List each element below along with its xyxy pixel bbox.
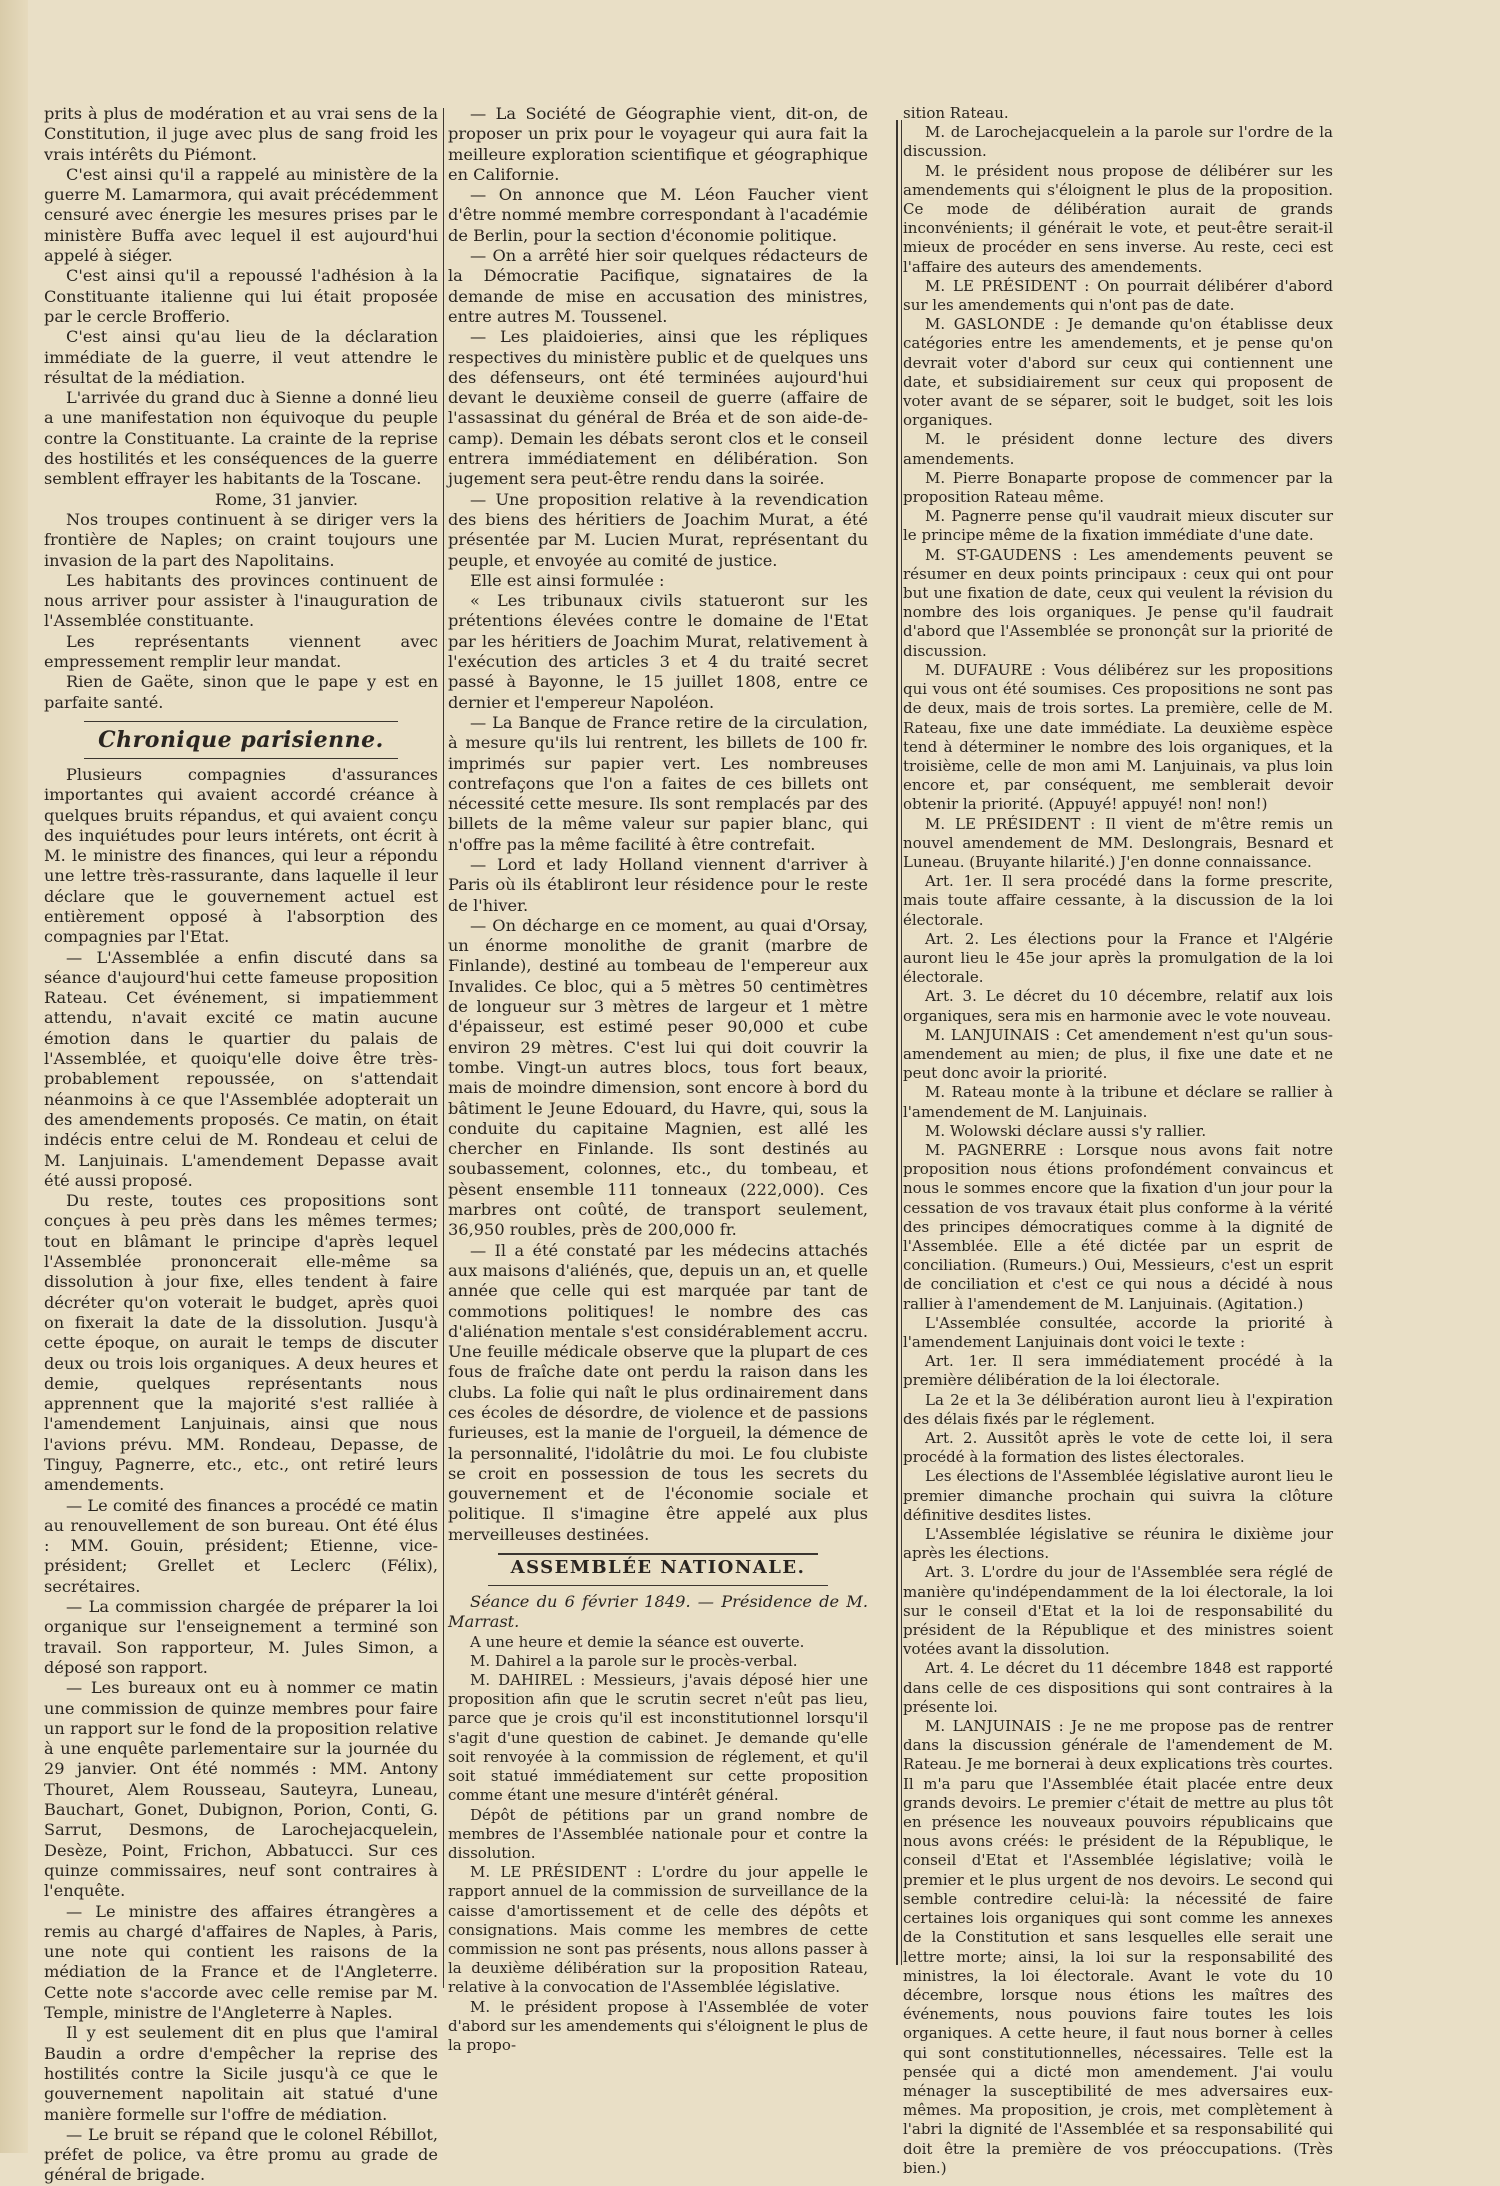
paragraph: A une heure et demie la séance est ouverte. bbox=[470, 1632, 805, 1651]
chronique-heading bbox=[44, 721, 438, 759]
paragraph: M. de Larochejacquelein a la parole sur l'ordre de la discussion. bbox=[903, 123, 1333, 161]
paragraph: — On annonce que M. Léon Faucher vient d'être nommé membre correspondant à l'académie de Berlin, pour la section d'économie politique. bbox=[448, 185, 868, 245]
paragraph: M. Pierre Bonaparte propose de commencer par la proposition Rateau même. bbox=[903, 468, 1333, 507]
paragraph: L'Assemblée consultée, accorde la priorité à l'amendement Lanjuinais dont voici le texte : bbox=[903, 1313, 1333, 1351]
paragraph: Art. 3. L'ordre du jour de l'Assemblée sera réglé de manière qu'indépendamment de la loi électorale, la loi sur le conseil d'Etat et la loi de responsabilité du président de la République et des ministres soient votées avant la dissolution. bbox=[903, 1563, 1333, 1659]
column-divider-right-a bbox=[896, 120, 898, 1965]
section-title: ASSEMBLÉE NATIONALE. bbox=[510, 1557, 806, 1579]
paragraph: « Les tribunaux civils statueront sur les prétentions élevées contre le domaine de l'Etat par les héritiers de Joachim Murat, relativement à l'exécution des articles 3 et 4 du traité secret passé à Bayonne, le 15 juillet 1808, entre ce dernier et l'empereur Napoléon. bbox=[448, 591, 868, 712]
paragraph: — Le bruit se répand que le colonel Rébillot, préfet de police, va être promu au grade de général de brigade. bbox=[44, 2124, 438, 2185]
paragraph: sition Rateau. bbox=[903, 104, 1009, 122]
paragraph: M. LANJUINAIS : Cet amendement n'est qu'un sous-amendement au mien; de plus, il fixe une date et ne peut donc avoir la priorité. bbox=[903, 1025, 1333, 1083]
paragraph: M. le président nous propose de délibérer sur les amendements qui s'éloignent le plus de la proposition. Ce mode de délibération aurait de grands inconvénients; il générait le vote, et peut-être serait-il mieux de procéder en sens inverse. Au reste, ceci est l'affaire des auteurs des amendements. bbox=[903, 161, 1333, 276]
heading-rule bbox=[488, 1585, 828, 1586]
paragraph: M. ST-GAUDENS : Les amendements peuvent se résumer en deux points principaux : ceux qui ont pour but une fixation de date, ceux qui veulent la révision du nombre des lois organiques. Je pense qu'il faudrait d'abord que l'Assemblée se prononçât sur la priorité de discussion. bbox=[903, 545, 1333, 660]
paragraph: — Les bureaux ont eu à nommer ce matin une commission de quinze membres pour faire un rapport sur le fond de la proposition relative à une enquête parlementaire sur la journée du 29 janvier. Ont été nommés : MM. Antony Thouret, Alem Rousseau, Sauteyra, Luneau, Bauchart, Gonet, Dubignon, Porion, Conti, G. Sarrut, Desmons, de Larochejacquelein, Desèze, Point, Frichon, Abbatucci. Sur ces quinze commissaires, neuf sont contraires à l'enquête. bbox=[44, 1678, 438, 1901]
paragraph: Art. 1er. Il sera procédé dans la forme prescrite, mais toute affaire cessante, à la discussion de la loi électorale. bbox=[903, 872, 1333, 929]
paragraph: M. DUFAURE : Vous délibérez sur les propositions qui vous ont été soumises. Ces propositions ne sont pas de deux, mais de trois sortes. La première, celle de M. Rateau, fixe une date immédiate. La deuxième espèce tend à déterminer le nombre des lois organiques, et la troisième, celle de mon ami M. Lanjuinais, va plus loin encore et, par conséquent, me semblerait devoir obtenir la priorité. (Appuyé! appuyé! non! non!) bbox=[903, 660, 1333, 814]
paragraph: C'est ainsi qu'il a repoussé l'adhésion à la Constituante italienne qui lui était proposée par le cercle Brofferio. bbox=[44, 266, 438, 326]
paragraph: C'est ainsi qu'au lieu de la déclaration immédiate de la guerre, il veut attendre le résultat de la médiation. bbox=[44, 327, 438, 387]
paragraph: Art. 2. Les élections pour la France et l'Algérie auront lieu le 45e jour après la promulgation de la loi électorale. bbox=[903, 929, 1333, 987]
paragraph: — La commission chargée de préparer la loi organique sur l'enseignement a terminé son travail. Son rapporteur, M. Jules Simon, a déposé son rapport. bbox=[44, 1597, 438, 1677]
paragraph: — On a arrêté hier soir quelques rédacteurs de la Démocratie Pacifique, signataires de la demande de mise en accusation des ministres, entre autres M. Toussenel. bbox=[448, 246, 868, 326]
paragraph: M. Rateau monte à la tribune et déclare se rallier à l'amendement de M. Lanjuinais. bbox=[903, 1083, 1333, 1121]
paragraph: M. Wolowski déclare aussi s'y rallier. bbox=[925, 1121, 1207, 1140]
seance-line: Séance du 6 février 1849. — Présidence de M. Marrast. bbox=[448, 1592, 868, 1632]
paragraph: Du reste, toutes ces propositions sont conçues à peu près dans les mêmes termes; tout en blâmant le principe d'après lequel l'Assemblée prononcerait elle-même sa dissolution à jour fixe, elles tendent à faire décréter qu'on voterait le budget, après quoi on fixerait la date de la dissolution. Jusqu'à cette époque, on aurait le temps de discuter deux ou trois lois organiques. A deux heures et demie, quelques représentants nous apprennent que la majorité s'est ralliée à l'amendement Lanjuinais, ainsi que nous l'avions prévu. MM. Rondeau, Depasse, de Tinguy, Pagnerre, etc., etc., ont retiré leurs amendements. bbox=[44, 1191, 438, 1495]
paragraph: M. LE PRÉSIDENT : Il vient de m'être remis un nouvel amendement de MM. Deslongrais, Besnard et Luneau. (Bruyante hilarité.) J'en donne connaissance. bbox=[903, 814, 1333, 871]
paragraph: Dépôt de pétitions par un grand nombre de membres de l'Assemblée nationale pour et contre la dissolution. bbox=[448, 1805, 868, 1862]
paragraph: Art. 2. Aussitôt après le vote de cette loi, il sera procédé à la formation des listes électorales. bbox=[903, 1429, 1333, 1467]
paragraph: Art. 1er. Il sera immédiatement procédé à la première délibération de la loi électorale. bbox=[903, 1352, 1333, 1390]
paragraph: Les représentants viennent avec empressement remplir leur mandat. bbox=[44, 631, 438, 672]
heading-rule bbox=[84, 721, 398, 722]
paragraph: Art. 4. Le décret du 11 décembre 1848 est rapporté dans celle de ces dispositions qui sont contraires à la présente loi. bbox=[903, 1659, 1333, 1716]
column-divider-right-b bbox=[901, 120, 902, 1965]
paragraph: — La Banque de France retire de la circulation, à mesure qu'ils lui rentrent, les billets de 100 fr. imprimés sur papier vert. Les nombreuses contrefaçons que l'on a faites de ces billets ont nécessité cette mesure. Ils sont remplacés par des billets de la même valeur sur papier blanc, qui n'offre pas la même facilité à être contrefait. bbox=[448, 712, 868, 854]
heading-rule bbox=[84, 758, 398, 759]
paragraph: Les élections de l'Assemblée législative auront lieu le premier dimanche prochain qui suivra la clôture définitive desdites listes. bbox=[903, 1467, 1333, 1524]
middle-column bbox=[448, 104, 868, 2054]
assemblee-heading bbox=[448, 1553, 868, 1586]
paragraph: — Une proposition relative à la revendication des biens des héritiers de Joachim Murat, a été présentée par M. Lucien Murat, représentant du peuple, et envoyée au comité de justice. bbox=[448, 489, 868, 570]
paragraph: Les habitants des provinces continuent de nous arriver pour assister à l'inauguration de l'Assemblée constituante. bbox=[44, 570, 438, 631]
paragraph: Art. 3. Le décret du 10 décembre, relatif aux lois organiques, sera mis en harmonie avec le vote nouveau. bbox=[903, 987, 1333, 1025]
section-title: Chronique parisienne. bbox=[98, 726, 384, 753]
paragraph: M. Dahirel a la parole sur le procès-verbal. bbox=[470, 1651, 798, 1670]
paragraph: M. le président donne lecture des divers amendements. bbox=[903, 430, 1333, 468]
left-column bbox=[44, 104, 438, 2185]
paragraph: M. Pagnerre pense qu'il vaudrait mieux discuter sur le principe même de la fixation immédiate d'une date. bbox=[903, 507, 1333, 545]
paragraph: M. GASLONDE : Je demande qu'on établisse deux catégories entre les amendements, et je pense qu'on devrait voter d'abord sur ceux qui contiennent une date, et subsidiairement sur ceux qui proposent de voter avant de se séparer, soit le budget, soit les lois organiques. bbox=[903, 315, 1333, 430]
paragraph: Plusieurs compagnies d'assurances importantes qui avaient accordé créance à quelques bruits répandus, et qui avaient conçu des inquiétudes pour leurs intérets, ont écrit à M. le ministre des finances, qui leur a répondu une lettre très-rassurante, dans laquelle il leur déclare que le gouvernement actuel est entièrement opposé à l'absorption des compagnies par l'Etat. bbox=[44, 764, 438, 947]
dateline: Rome, 31 janvier. bbox=[215, 489, 358, 509]
paragraph: — Les plaidoieries, ainsi que les répliques respectives du ministère public et de quelques uns des défenseurs, ont été terminées aujourd'hui devant le deuxième conseil de guerre (affaire de l'assassinat du général de Bréa et de son aide-de-camp). Demain les débats seront clos et le conseil entrera immédiatement en délibération. Son jugement sera peut-être rendu dans la soirée. bbox=[448, 327, 868, 489]
right-column bbox=[903, 104, 1333, 2177]
paragraph: M. DAHIREL : Messieurs, j'avais déposé hier une proposition afin que le scrutin secret n'eût pas lieu, parce que je crois qu'il est inconstitutionnel lorsqu'il s'agit d'une question de cabinet. Je demande qu'elle soit renvoyée à la commission de réglement, et qu'il soit statué immédiatement sur cette proposition comme étant une mesure d'intérêt général. bbox=[448, 1671, 868, 1805]
paragraph: M. le président propose à l'Assemblée de voter d'abord sur les amendements qui s'éloignent le plus de la propo- bbox=[448, 1997, 868, 2054]
paragraph: — Lord et lady Holland viennent d'arriver à Paris où ils établiront leur résidence pour le reste de l'hiver. bbox=[448, 854, 868, 915]
paragraph: — L'Assemblée a enfin discuté dans sa séance d'aujourd'hui cette fameuse proposition Rateau. Cet événement, si impatiemment attendu, n'avait excité ce matin aucune émotion dans le quartier du palais de l'Assemblée, et quoiqu'elle doive être très-probablement repoussée, on s'attendait néanmoins à ce que l'Assemblée adopterait un des amendements proposés. Ce matin, on était indécis entre celui de M. Rondeau et celui de M. Lanjuinais. L'amendement Depasse avait été aussi proposé. bbox=[44, 947, 438, 1190]
paragraph: La 2e et la 3e délibération auront lieu à l'expiration des délais fixés par le réglement. bbox=[903, 1390, 1333, 1428]
paragraph: L'Assemblée législative se réunira le dixième jour après les élections. bbox=[903, 1525, 1333, 1563]
paragraph: — On décharge en ce moment, au quai d'Orsay, un énorme monolithe de granit (marbre de Finlande), destiné au tombeau de l'empereur aux Invalides. Ce bloc, qui a 5 mètres 50 centimètres de longueur sur 3 mètres de largeur et 1 mètre d'épaisseur, est estimé peser 90,000 et cube environ 29 mètres. C'est lui qui doit couvrir la tombe. Vingt-un autres blocs, tous fort beaux, mais de moindre dimension, sont encore à bord du bâtiment le Jeune Edouard, du Havre, qui, sous la conduite du capitaine Magnien, est allé les chercher en Finlande. Ils sont destinés au soubassement, colonnes, etc., du tombeau, et pèsent ensemble 111 tonneaux (222,000). Ces marbres ont coûté, de transport seulement, 36,950 roubles, près de 200,000 fr. bbox=[448, 915, 868, 1240]
paragraph: M. LANJUINAIS : Je ne me propose pas de rentrer dans la discussion générale de l'amendement de M. Rateau. Je me bornerai à deux explications très courtes. Il m'a paru que l'Assemblée était placée entre deux grands devoirs. Le premier c'était de mettre au plus tôt en présence les nouveaux pouvoirs républicains que nous avons créés: le président de la République, le conseil d'Etat et l'Assemblée législative; voilà le premier et le plus urgent de nos devoirs. Le second qui semble contredire celui-là: la nécessité de faire certaines lois organiques qui sont comme les annexes de la Constitution et sans lesquelles elle serait une lettre morte; ainsi, la loi sur la responsabilité des ministres, la loi électorale. Avant le vote du 10 décembre, lorsque nous étions les maîtres des événements, nous pouvions faire toutes les lois organiques. A cette heure, il faut nous borner à celles qui sont constitutionnelles, nécessaires. Telle est la pensée qui a dicté mon amendement. J'ai voulu ménager la susceptibilité de mes adversaires eux-mêmes. Ma proposition, je crois, met complètement à l'abri la dignité de l'Assemblée et sa responsabilité qui doit être la première de vos préoccupations. (Très bien.) bbox=[903, 1717, 1333, 2177]
paragraph: M. LE PRÉSIDENT : On pourrait délibérer d'abord sur les amendements qui n'ont pas de date. bbox=[903, 276, 1333, 315]
paragraph: prits à plus de modération et au vrai sens de la Constitution, il juge avec plus de sang froid les vrais intérêts du Piémont. bbox=[44, 104, 438, 164]
page-edge bbox=[0, 0, 28, 2153]
column-divider-left bbox=[443, 108, 444, 1988]
paragraph: L'arrivée du grand duc à Sienne a donné lieu a une manifestation non équivoque du peuple contre la Constituante. La crainte de la reprise des hostilités et les conséquences de la guerre semblent effrayer les habitants de la Toscane. bbox=[44, 388, 438, 489]
paragraph: — Le comité des finances a procédé ce matin au renouvellement de son bureau. Ont été élus : MM. Gouin, président; Etienne, vice-président; Grellet et Leclerc (Félix), secrétaires. bbox=[44, 1495, 438, 1596]
paragraph: Rien de Gaëte, sinon que le pape y est en parfaite santé. bbox=[44, 672, 438, 712]
paragraph: Nos troupes continuent à se diriger vers la frontière de Naples; on craint toujours une invasion de la part des Napolitains. bbox=[44, 509, 438, 570]
assembly-report bbox=[448, 1633, 868, 2055]
paragraph: Elle est ainsi formulée : bbox=[470, 570, 665, 590]
paragraph: C'est ainsi qu'il a rappelé au ministère de la guerre M. Lamarmora, qui avait précédemment censuré avec énergie les mesures prises par le ministère Buffa avec lequel il est aujourd'hui appelé à siéger. bbox=[44, 164, 438, 266]
paragraph: M. PAGNERRE : Lorsque nous avons fait notre proposition nous étions profondément convaincus et nous le sommes encore que la fixation d'un jour pour la cessation de vos travaux était plus conforme à la vérité des principes démocratiques comme à la dignité de l'Assemblée. Elle a été dictée par un esprit de conciliation. (Rumeurs.) Oui, Messieurs, c'est un esprit de conciliation et c'est ce qui nous a décidé à nous rallier à l'amendement de M. Lanjuinais. (Agitation.) bbox=[903, 1140, 1333, 1313]
paragraph: — La Société de Géographie vient, dit-on, de proposer un prix pour le voyageur qui aura fait la meilleure exploration scientifique et géographique en Californie. bbox=[448, 104, 868, 184]
paragraph: M. LE PRÉSIDENT : L'ordre du jour appelle le rapport annuel de la commission de surveillance de la caisse d'amortissement et de celle des dépôts et consignations. Mais comme les membres de cette commission ne sont pas présents, nous allons passer à la deuxième délibération sur la proposition Rateau, relative à la convocation de l'Assemblée législative. bbox=[448, 1863, 868, 1997]
paragraph: Il y est seulement dit en plus que l'amiral Baudin a ordre d'empêcher la reprise des hostilités contre la Sicile jusqu'à ce que le gouvernement napolitain ait statué d'une manière formelle sur l'offre de médiation. bbox=[44, 2023, 438, 2124]
paragraph: — Il a été constaté par les médecins attachés aux maisons d'aliénés, que, depuis un an, et quelle année que celle qui est marquée par tant de commotions politiques! le nombre des cas d'aliénation mentale s'est considérablement accru. Une feuille médicale observe que la plupart de ces fous de fraîche date ont perdu la raison dans les clubs. La folie qui naît le plus ordinairement dans ces écoles de désordre, de violence et de passions furieuses, est la manie de l'orgueil, la démence de la personnalité, l'idolâtrie du moi. Le fou clubiste se croit en possession de tous les secrets du gouvernement et de l'économie sociale et politique. Il s'imagine être appelé aux plus merveilleuses destinées. bbox=[448, 1240, 868, 1544]
paragraph: — Le ministre des affaires étrangères a remis au chargé d'affaires de Naples, à Paris, une note qui contient les raisons de la médiation de la France et de l'Angleterre. Cette note s'accorde avec celle remise par M. Temple, ministre de l'Angleterre à Naples. bbox=[44, 1901, 438, 2023]
